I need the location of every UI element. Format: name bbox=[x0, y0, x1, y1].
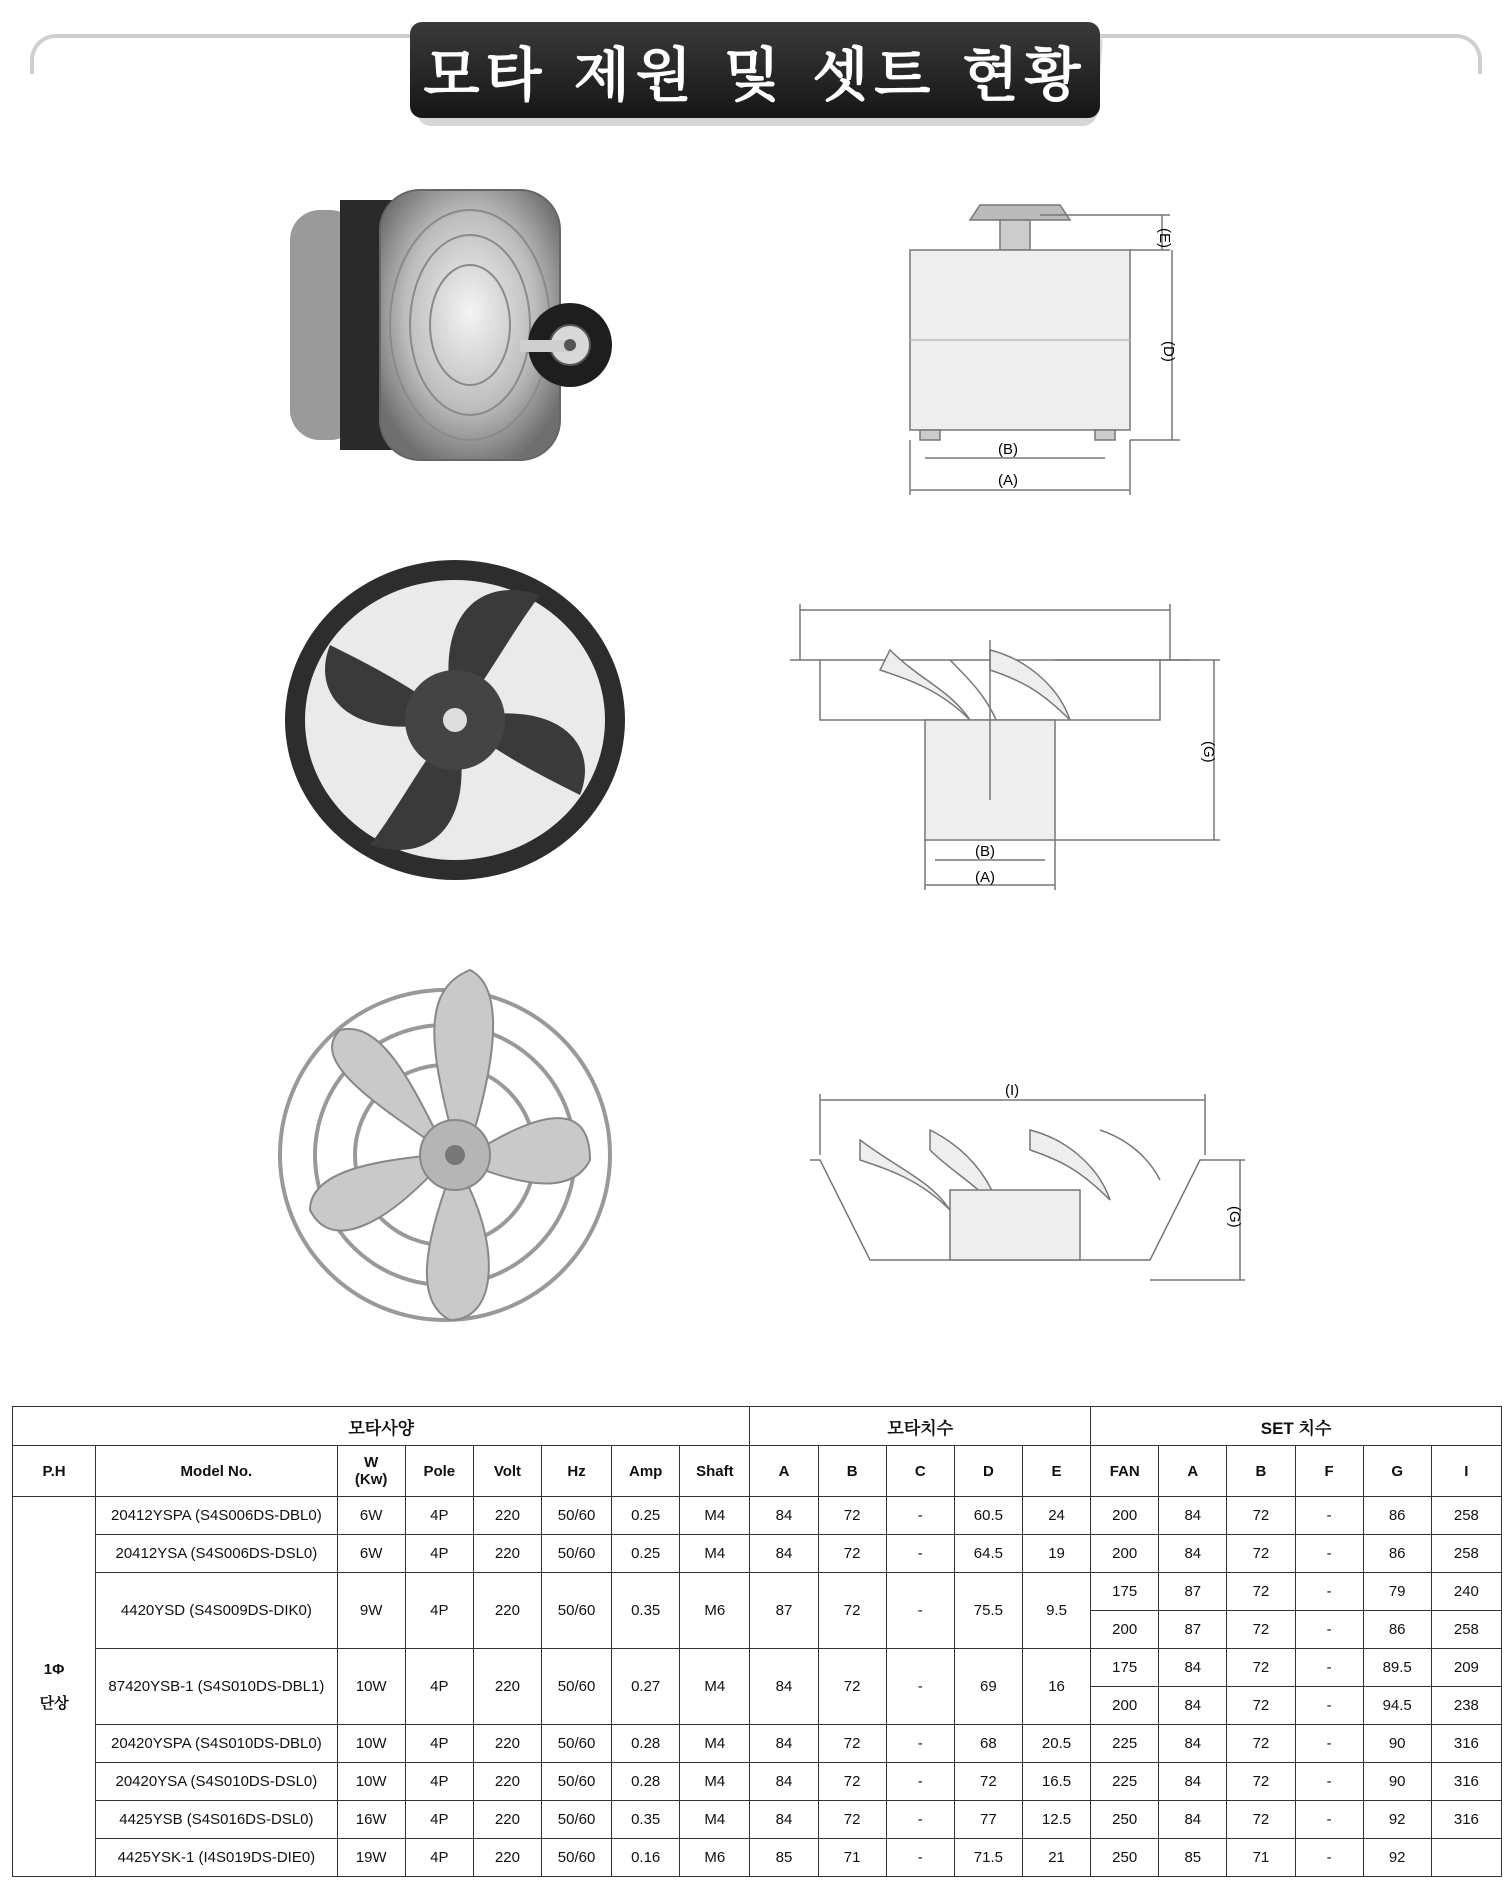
cell-e: 16 bbox=[1022, 1649, 1090, 1725]
cell-d: 77 bbox=[954, 1801, 1022, 1839]
cell-amp: 0.16 bbox=[612, 1839, 680, 1877]
cell-set-a: 85 bbox=[1159, 1839, 1227, 1877]
phase-line-1: 1Φ bbox=[43, 1660, 65, 1678]
col-shaft: Shaft bbox=[680, 1446, 750, 1497]
cell-amp: 0.28 bbox=[612, 1725, 680, 1763]
motor-dimension-drawing bbox=[880, 180, 1220, 500]
cell-d: 72 bbox=[954, 1763, 1022, 1801]
guard-fan-photo bbox=[270, 950, 650, 1370]
cell-set-f: - bbox=[1295, 1801, 1363, 1839]
cell-set-fan: 175 bbox=[1091, 1573, 1159, 1611]
cell-pole: 4P bbox=[405, 1497, 473, 1535]
cell-w: 19W bbox=[337, 1839, 405, 1877]
cell-d: 71.5 bbox=[954, 1839, 1022, 1877]
column-header-row bbox=[13, 1446, 1502, 1497]
table-row bbox=[13, 1573, 1502, 1611]
cell-model: 20420YSPA (S4S010DS-DBL0) bbox=[96, 1725, 337, 1763]
cell-shaft: M4 bbox=[680, 1801, 750, 1839]
cell-c: - bbox=[886, 1573, 954, 1649]
col-c: C bbox=[886, 1446, 954, 1497]
cell-w: 6W bbox=[337, 1535, 405, 1573]
cell-set-a: 84 bbox=[1159, 1763, 1227, 1801]
cell-pole: 4P bbox=[405, 1763, 473, 1801]
cell-set-a: 84 bbox=[1159, 1687, 1227, 1725]
cell-model: 4420YSD (S4S009DS-DIK0) bbox=[96, 1573, 337, 1649]
cell-e: 16.5 bbox=[1022, 1763, 1090, 1801]
cell-set-i: 209 bbox=[1431, 1649, 1501, 1687]
cell-c: - bbox=[886, 1649, 954, 1725]
cell-set-g: 92 bbox=[1363, 1801, 1431, 1839]
col-volt: Volt bbox=[473, 1446, 541, 1497]
cell-w: 9W bbox=[337, 1573, 405, 1649]
col-set-f: F bbox=[1295, 1446, 1363, 1497]
cell-set-f: - bbox=[1295, 1725, 1363, 1763]
cell-a: 84 bbox=[750, 1725, 818, 1763]
cell-set-i: 258 bbox=[1431, 1497, 1501, 1535]
cell-volt: 220 bbox=[473, 1497, 541, 1535]
cell-set-i bbox=[1431, 1839, 1501, 1877]
cell-shaft: M4 bbox=[680, 1535, 750, 1573]
cell-hz: 50/60 bbox=[541, 1649, 611, 1725]
cell-model: 20412YSA (S4S006DS-DSL0) bbox=[96, 1535, 337, 1573]
cell-model: 20412YSPA (S4S006DS-DBL0) bbox=[96, 1497, 337, 1535]
cell-set-b: 72 bbox=[1227, 1687, 1295, 1725]
cell-hz: 50/60 bbox=[541, 1763, 611, 1801]
cell-e: 19 bbox=[1022, 1535, 1090, 1573]
col-a: A bbox=[750, 1446, 818, 1497]
table-row bbox=[13, 1497, 1502, 1535]
phase-line-2: 단상 bbox=[39, 1694, 69, 1712]
cell-set-g: 86 bbox=[1363, 1535, 1431, 1573]
cell-volt: 220 bbox=[473, 1573, 541, 1649]
cell-b: 71 bbox=[818, 1839, 886, 1877]
cell-set-f: - bbox=[1295, 1687, 1363, 1725]
cell-set-g: 90 bbox=[1363, 1725, 1431, 1763]
ring-fan-photo bbox=[280, 555, 640, 885]
cell-hz: 50/60 bbox=[541, 1573, 611, 1649]
group-spec: 모타사양 bbox=[13, 1407, 750, 1446]
cell-c: - bbox=[886, 1497, 954, 1535]
cell-volt: 220 bbox=[473, 1535, 541, 1573]
cell-set-g: 90 bbox=[1363, 1763, 1431, 1801]
cell-model: 4425YSK-1 (I4S019DS-DIE0) bbox=[96, 1839, 337, 1877]
cell-set-f: - bbox=[1295, 1535, 1363, 1573]
cell-w: 10W bbox=[337, 1649, 405, 1725]
cell-b: 72 bbox=[818, 1725, 886, 1763]
page-title: 모타 제원 및 셋트 현황 bbox=[410, 22, 1100, 118]
cell-set-fan: 200 bbox=[1091, 1611, 1159, 1649]
cell-shaft: M4 bbox=[680, 1725, 750, 1763]
cell-b: 72 bbox=[818, 1801, 886, 1839]
cell-a: 87 bbox=[750, 1573, 818, 1649]
label-a: (A) bbox=[998, 472, 1018, 489]
cell-a: 84 bbox=[750, 1801, 818, 1839]
cell-e: 24 bbox=[1022, 1497, 1090, 1535]
col-hz: Hz bbox=[541, 1446, 611, 1497]
cell-set-f: - bbox=[1295, 1649, 1363, 1687]
col-set-b: B bbox=[1227, 1446, 1295, 1497]
cell-set-fan: 225 bbox=[1091, 1725, 1159, 1763]
col-model: Model No. bbox=[96, 1446, 337, 1497]
cell-set-b: 72 bbox=[1227, 1497, 1295, 1535]
cell-d: 69 bbox=[954, 1649, 1022, 1725]
cell-model: 20420YSA (S4S010DS-DSL0) bbox=[96, 1763, 337, 1801]
cell-d: 75.5 bbox=[954, 1573, 1022, 1649]
label-a: (A) bbox=[975, 869, 995, 886]
cell-c: - bbox=[886, 1763, 954, 1801]
cell-set-a: 84 bbox=[1159, 1801, 1227, 1839]
col-amp: Amp bbox=[612, 1446, 680, 1497]
col-b: B bbox=[818, 1446, 886, 1497]
col-fan: FAN bbox=[1091, 1446, 1159, 1497]
cell-hz: 50/60 bbox=[541, 1725, 611, 1763]
cell-set-fan: 200 bbox=[1091, 1535, 1159, 1573]
col-pole: Pole bbox=[405, 1446, 473, 1497]
group-set-dim: SET 치수 bbox=[1091, 1407, 1502, 1446]
spec-table bbox=[12, 1406, 1502, 1877]
cell-set-a: 84 bbox=[1159, 1497, 1227, 1535]
cell-set-f: - bbox=[1295, 1573, 1363, 1611]
cell-set-b: 72 bbox=[1227, 1801, 1295, 1839]
cell-set-g: 92 bbox=[1363, 1839, 1431, 1877]
cell-a: 85 bbox=[750, 1839, 818, 1877]
cell-set-a: 84 bbox=[1159, 1725, 1227, 1763]
cell-w: 10W bbox=[337, 1763, 405, 1801]
cell-volt: 220 bbox=[473, 1839, 541, 1877]
guard-fan-dimension-drawing bbox=[800, 1070, 1260, 1300]
cell-hz: 50/60 bbox=[541, 1535, 611, 1573]
cell-set-f: - bbox=[1295, 1839, 1363, 1877]
cell-set-i: 316 bbox=[1431, 1763, 1501, 1801]
cell-set-g: 79 bbox=[1363, 1573, 1431, 1611]
cell-c: - bbox=[886, 1801, 954, 1839]
cell-b: 72 bbox=[818, 1497, 886, 1535]
cell-a: 84 bbox=[750, 1497, 818, 1535]
col-w: W (Kw) bbox=[337, 1446, 405, 1497]
cell-amp: 0.35 bbox=[612, 1801, 680, 1839]
cell-b: 72 bbox=[818, 1535, 886, 1573]
cell-set-i: 238 bbox=[1431, 1687, 1501, 1725]
cell-pole: 4P bbox=[405, 1725, 473, 1763]
phase-cell bbox=[13, 1497, 96, 1877]
cell-set-b: 72 bbox=[1227, 1763, 1295, 1801]
group-motor-dim: 모타치수 bbox=[750, 1407, 1091, 1446]
label-i: (I) bbox=[1005, 1082, 1020, 1099]
cell-shaft: M4 bbox=[680, 1497, 750, 1535]
cell-b: 72 bbox=[818, 1763, 886, 1801]
table-row bbox=[13, 1839, 1502, 1877]
cell-amp: 0.25 bbox=[612, 1497, 680, 1535]
cell-amp: 0.25 bbox=[612, 1535, 680, 1573]
cell-volt: 220 bbox=[473, 1763, 541, 1801]
cell-volt: 220 bbox=[473, 1801, 541, 1839]
cell-set-g: 94.5 bbox=[1363, 1687, 1431, 1725]
cell-set-i: 240 bbox=[1431, 1573, 1501, 1611]
cell-set-g: 89.5 bbox=[1363, 1649, 1431, 1687]
table-row bbox=[13, 1535, 1502, 1573]
cell-pole: 4P bbox=[405, 1535, 473, 1573]
table-row bbox=[13, 1801, 1502, 1839]
cell-w: 6W bbox=[337, 1497, 405, 1535]
ring-fan-dimension-drawing bbox=[790, 600, 1230, 900]
cell-hz: 50/60 bbox=[541, 1497, 611, 1535]
cell-d: 60.5 bbox=[954, 1497, 1022, 1535]
cell-set-b: 72 bbox=[1227, 1535, 1295, 1573]
table-row bbox=[13, 1763, 1502, 1801]
label-b: (B) bbox=[975, 843, 995, 860]
cell-set-b: 72 bbox=[1227, 1725, 1295, 1763]
cell-shaft: M6 bbox=[680, 1573, 750, 1649]
cell-set-a: 87 bbox=[1159, 1573, 1227, 1611]
cell-e: 21 bbox=[1022, 1839, 1090, 1877]
cell-hz: 50/60 bbox=[541, 1801, 611, 1839]
cell-set-i: 316 bbox=[1431, 1801, 1501, 1839]
cell-a: 84 bbox=[750, 1763, 818, 1801]
cell-w: 16W bbox=[337, 1801, 405, 1839]
cell-set-b: 72 bbox=[1227, 1611, 1295, 1649]
table-row bbox=[13, 1725, 1502, 1763]
cell-b: 72 bbox=[818, 1649, 886, 1725]
label-g: (G) bbox=[1226, 1206, 1243, 1228]
cell-e: 20.5 bbox=[1022, 1725, 1090, 1763]
cell-set-g: 86 bbox=[1363, 1497, 1431, 1535]
cell-model: 87420YSB-1 (S4S010DS-DBL1) bbox=[96, 1649, 337, 1725]
cell-shaft: M4 bbox=[680, 1649, 750, 1725]
cell-shaft: M4 bbox=[680, 1763, 750, 1801]
cell-set-f: - bbox=[1295, 1611, 1363, 1649]
col-set-a: A bbox=[1159, 1446, 1227, 1497]
cell-set-f: - bbox=[1295, 1497, 1363, 1535]
col-set-g: G bbox=[1363, 1446, 1431, 1497]
cell-model: 4425YSB (S4S016DS-DSL0) bbox=[96, 1801, 337, 1839]
cell-c: - bbox=[886, 1725, 954, 1763]
cell-e: 12.5 bbox=[1022, 1801, 1090, 1839]
label-d: (D) bbox=[1160, 341, 1177, 362]
cell-set-a: 84 bbox=[1159, 1649, 1227, 1687]
cell-set-f: - bbox=[1295, 1763, 1363, 1801]
cell-set-i: 258 bbox=[1431, 1611, 1501, 1649]
label-e: (E) bbox=[1156, 228, 1173, 248]
cell-shaft: M6 bbox=[680, 1839, 750, 1877]
cell-set-fan: 200 bbox=[1091, 1497, 1159, 1535]
cell-set-i: 258 bbox=[1431, 1535, 1501, 1573]
cell-volt: 220 bbox=[473, 1649, 541, 1725]
cell-set-fan: 200 bbox=[1091, 1687, 1159, 1725]
cell-set-g: 86 bbox=[1363, 1611, 1431, 1649]
label-b: (B) bbox=[998, 441, 1018, 458]
cell-set-fan: 250 bbox=[1091, 1839, 1159, 1877]
cell-pole: 4P bbox=[405, 1839, 473, 1877]
cell-a: 84 bbox=[750, 1535, 818, 1573]
cell-set-fan: 225 bbox=[1091, 1763, 1159, 1801]
cell-pole: 4P bbox=[405, 1649, 473, 1725]
col-d: D bbox=[954, 1446, 1022, 1497]
cell-set-i: 316 bbox=[1431, 1725, 1501, 1763]
cell-w: 10W bbox=[337, 1725, 405, 1763]
cell-set-b: 71 bbox=[1227, 1839, 1295, 1877]
cell-set-fan: 175 bbox=[1091, 1649, 1159, 1687]
cell-amp: 0.28 bbox=[612, 1763, 680, 1801]
col-set-i: I bbox=[1431, 1446, 1501, 1497]
cell-set-fan: 250 bbox=[1091, 1801, 1159, 1839]
col-e: E bbox=[1022, 1446, 1090, 1497]
cell-pole: 4P bbox=[405, 1573, 473, 1649]
cell-volt: 220 bbox=[473, 1725, 541, 1763]
cell-d: 68 bbox=[954, 1725, 1022, 1763]
label-g: (G) bbox=[1200, 741, 1217, 763]
cell-set-b: 72 bbox=[1227, 1649, 1295, 1687]
cell-amp: 0.35 bbox=[612, 1573, 680, 1649]
cell-set-b: 72 bbox=[1227, 1573, 1295, 1611]
cell-b: 72 bbox=[818, 1573, 886, 1649]
cell-pole: 4P bbox=[405, 1801, 473, 1839]
cell-a: 84 bbox=[750, 1649, 818, 1725]
cell-set-a: 87 bbox=[1159, 1611, 1227, 1649]
cell-e: 9.5 bbox=[1022, 1573, 1090, 1649]
cell-amp: 0.27 bbox=[612, 1649, 680, 1725]
cell-hz: 50/60 bbox=[541, 1839, 611, 1877]
cell-c: - bbox=[886, 1535, 954, 1573]
cell-set-a: 84 bbox=[1159, 1535, 1227, 1573]
motor-photo bbox=[270, 180, 620, 500]
col-ph: P.H bbox=[13, 1446, 96, 1497]
cell-c: - bbox=[886, 1839, 954, 1877]
table-row bbox=[13, 1649, 1502, 1687]
cell-d: 64.5 bbox=[954, 1535, 1022, 1573]
